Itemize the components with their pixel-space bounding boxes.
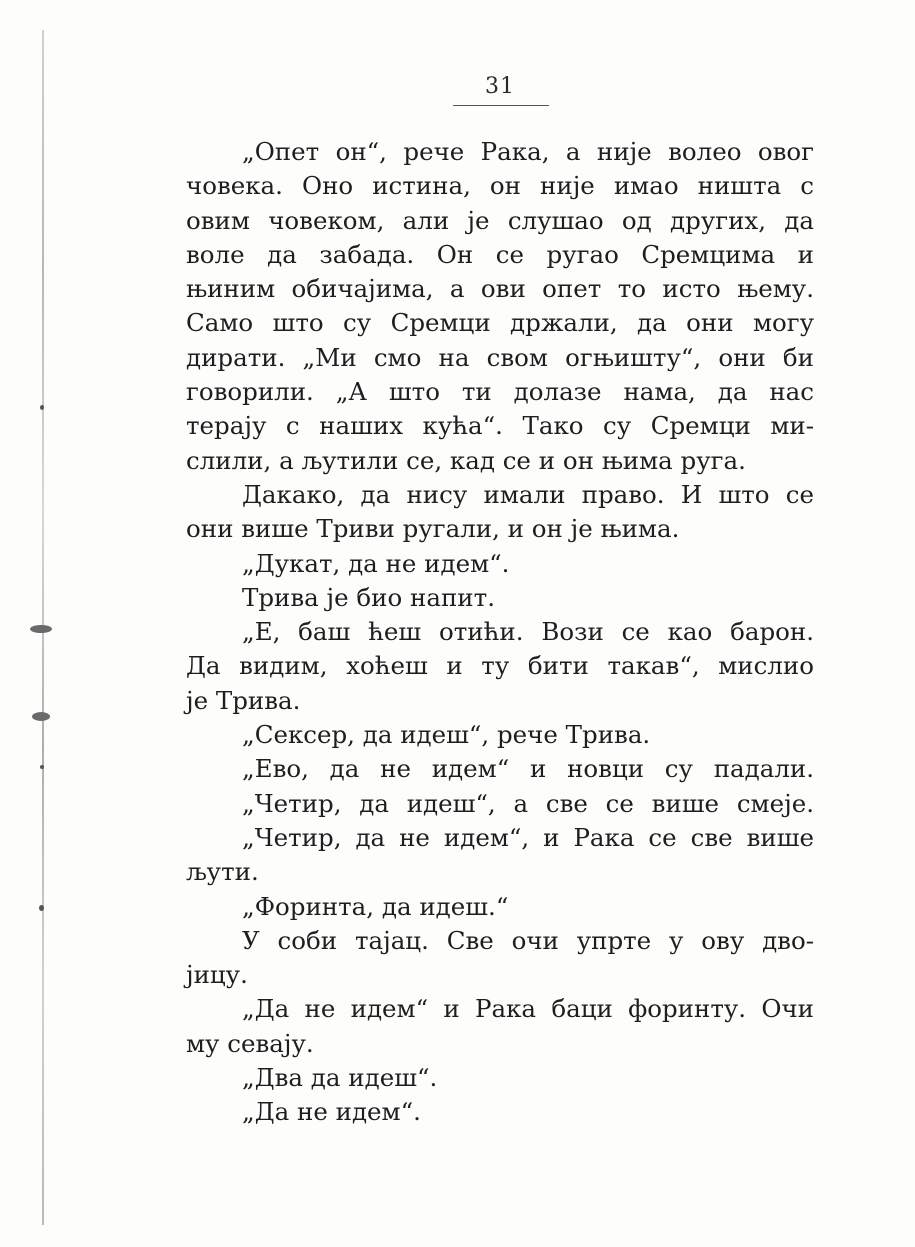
text-line: слили, а љутили се, кад се и он њима руга. xyxy=(186,445,746,475)
binding-mark xyxy=(39,905,44,911)
binding-mark xyxy=(40,765,44,769)
page-number: 31 xyxy=(485,74,515,99)
text-line: Дакако, да нису имали право. И што се xyxy=(242,479,814,509)
text-line: „Опет он“, рече Рака, а није волео овог xyxy=(242,137,814,166)
text-line: човека. Оно истина, он није имао ништа с xyxy=(186,171,814,201)
text-line: воле да забада. Он се ругао Сремцима и xyxy=(186,239,814,269)
text-line: љути. xyxy=(186,857,259,887)
page-number-rule xyxy=(453,105,549,106)
text-line: дирати. „Ми смо на свом огњишту“, они би xyxy=(186,342,814,372)
text-line: „Ево, да не идем“ и новци су падали. xyxy=(242,754,814,784)
text-line: њиним обичајима, а ови опет то исто њему. xyxy=(186,274,814,304)
text-line: У соби тајац. Све очи упрте у ову дво- xyxy=(242,925,814,955)
text-line: „Дукат, да не идем“. xyxy=(242,548,510,578)
text-line: говорили. „А што ти долазе нама, да нас xyxy=(186,377,814,407)
binding-mark xyxy=(32,712,50,721)
text-line: „Форинта, да идеш.“ xyxy=(242,891,509,921)
text-line: „Четир, да идеш“, а све се више смеје. xyxy=(242,788,814,818)
text-line: Да видим, хоћеш и ту бити такав“, мислио xyxy=(186,651,814,681)
text-line: Трива је био напит. xyxy=(242,582,495,612)
text-line: „Да не идем“. xyxy=(242,1097,421,1127)
text-line: терају с наших кућа“. Тако су Сремци ми- xyxy=(186,411,814,441)
text-line: овим човеком, али је слушао од других, да xyxy=(186,205,814,235)
body-text xyxy=(186,135,814,1130)
text-line: „Да не идем“ и Рака баци форинту. Очи xyxy=(242,994,814,1024)
text-line: је Трива. xyxy=(186,685,301,715)
text-line: они више Триви ругали, и он је њима. xyxy=(186,514,680,544)
text-line: му севају. xyxy=(186,1028,314,1058)
text-line: „Четир, да не идем“, и Рака се све више xyxy=(242,822,814,852)
binding-mark xyxy=(30,625,52,633)
text-line: Само што су Сремци држали, да они могу xyxy=(186,308,814,338)
text-line: „Сексер, да идеш“, рече Трива. xyxy=(242,720,651,750)
text-line: јицу. xyxy=(186,960,248,990)
text-line: „Два да идеш“. xyxy=(242,1063,438,1093)
binding-mark xyxy=(40,405,44,410)
text-line: „Е, баш ћеш отићи. Вози се као барон. xyxy=(242,617,814,647)
